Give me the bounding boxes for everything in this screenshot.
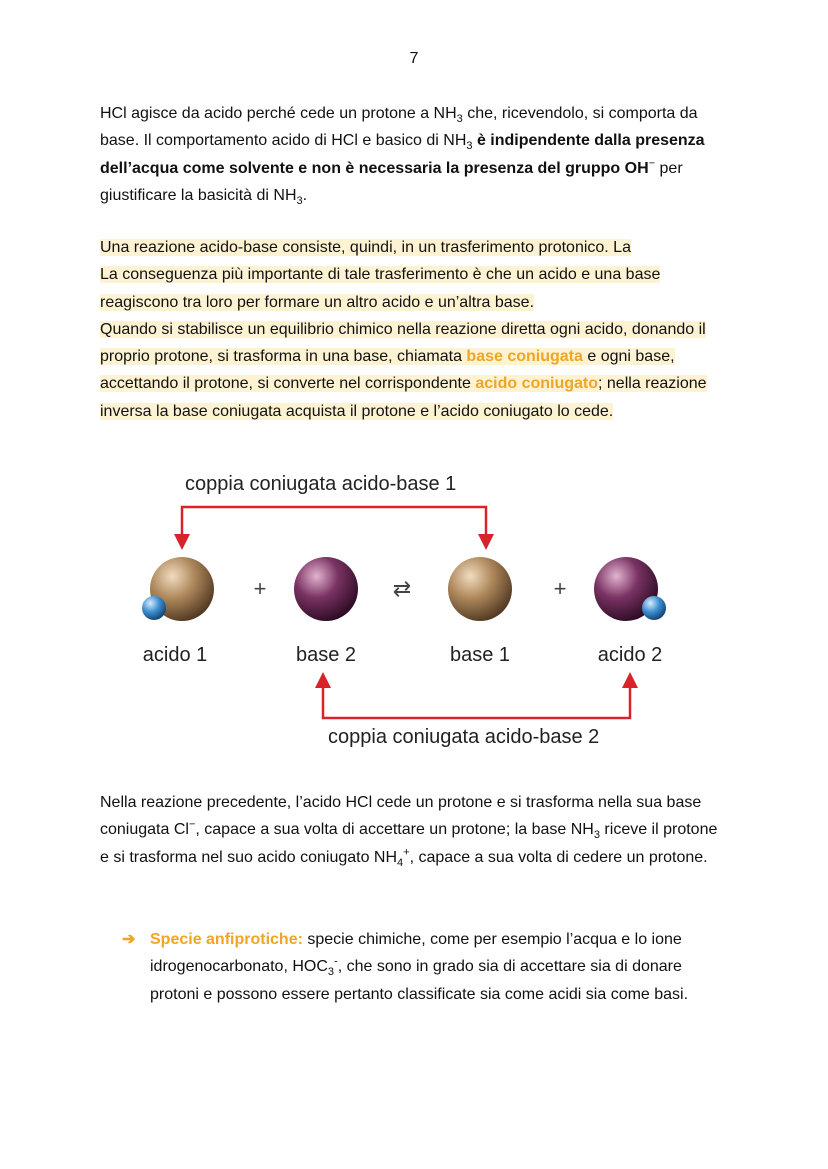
label-base-1: base 1 <box>449 644 511 666</box>
plus-sign-2: + <box>553 576 567 601</box>
label-acido-1: acido 1 <box>142 644 208 666</box>
bottom-bracket-arrow <box>323 684 630 718</box>
bullet-specie-anfiprotiche: ➔ Specie anfiprotiche: specie chimiche, come per esempio l’acqua e lo ione idrogenocarbonato, $HOC_3^-$, che sono in grado sia di accettare sia di donare protoni e possono essere pertanto classificate sia come acidi sia come basi. <box>122 926 722 1008</box>
term-specie-anfiprotiche: Specie anfiprotiche: <box>150 931 303 948</box>
bottom-pair-label: coppia coniugata acido-base 2 <box>328 726 600 748</box>
paragraph-highlighted-definition: Una reazione acido-base consiste, quindi, in un trasferimento protonico. La La conseguenza più importante di tale trasferimento è che un acido e una base reagiscono tra loro per formare un altro acido e un’altra base. Quando si stabilisce un equilibrio chimico nella reazione diretta ogni acido, donando il proprio protone, si trasforma in una base, chiamata base coniugata e ogni base, accettando il protone, si converte nel corrispondente acido coniugato; nella reazione inversa la base coniugata acquista il protone e l’acido coniugato lo cede. <box>100 239 707 420</box>
paragraph-hcl-explanation: Nella reazione precedente, l’acido HCl cede un protone e si trasforma nella sua base coniugata Cl−, capace a sua volta di accettare un protone; la base $NH_3$ riceve il protone e si trasforma nel suo acido coniugato $NH_4^+$, capace a sua volta di cedere un protone. <box>100 794 718 869</box>
conjugate-pairs-diagram <box>130 462 690 762</box>
acido-1-proton <box>142 596 166 620</box>
top-bracket-arrow <box>182 507 486 547</box>
base-1-molecule <box>448 557 512 621</box>
arrowhead-to-base-2 <box>315 672 331 688</box>
paragraph-hcl-nh3: HCl agisce da acido perché cede un protone a $NH_3$ che, ricevendolo, si comporta da base. Il comportamento acido di HCl e basico di $NH_3$ è indipendente dalla presenza dell’acqua come solvente e non è necessaria la presenza del gruppo OH− per giustificare la basicità di $NH_3$. <box>100 105 705 208</box>
plus-sign-1: + <box>253 576 267 601</box>
term-acido-coniugato: acido coniugato <box>475 375 599 393</box>
arrowhead-to-base-1 <box>478 534 494 550</box>
arrowhead-to-acido-2 <box>622 672 638 688</box>
term-base-coniugata: base coniugata <box>466 348 583 366</box>
label-acido-2: acido 2 <box>597 644 663 666</box>
equilibrium-arrows: ⇄ <box>392 576 412 601</box>
arrowhead-to-acido-1 <box>174 534 190 550</box>
top-pair-label: coppia coniugata acido-base 1 <box>185 473 457 495</box>
arrow-bullet-icon: ➔ <box>122 931 136 948</box>
base-2-molecule <box>294 557 358 621</box>
acido-2-proton <box>642 596 666 620</box>
label-base-2: base 2 <box>295 644 357 666</box>
page-number: 7 <box>409 50 419 67</box>
